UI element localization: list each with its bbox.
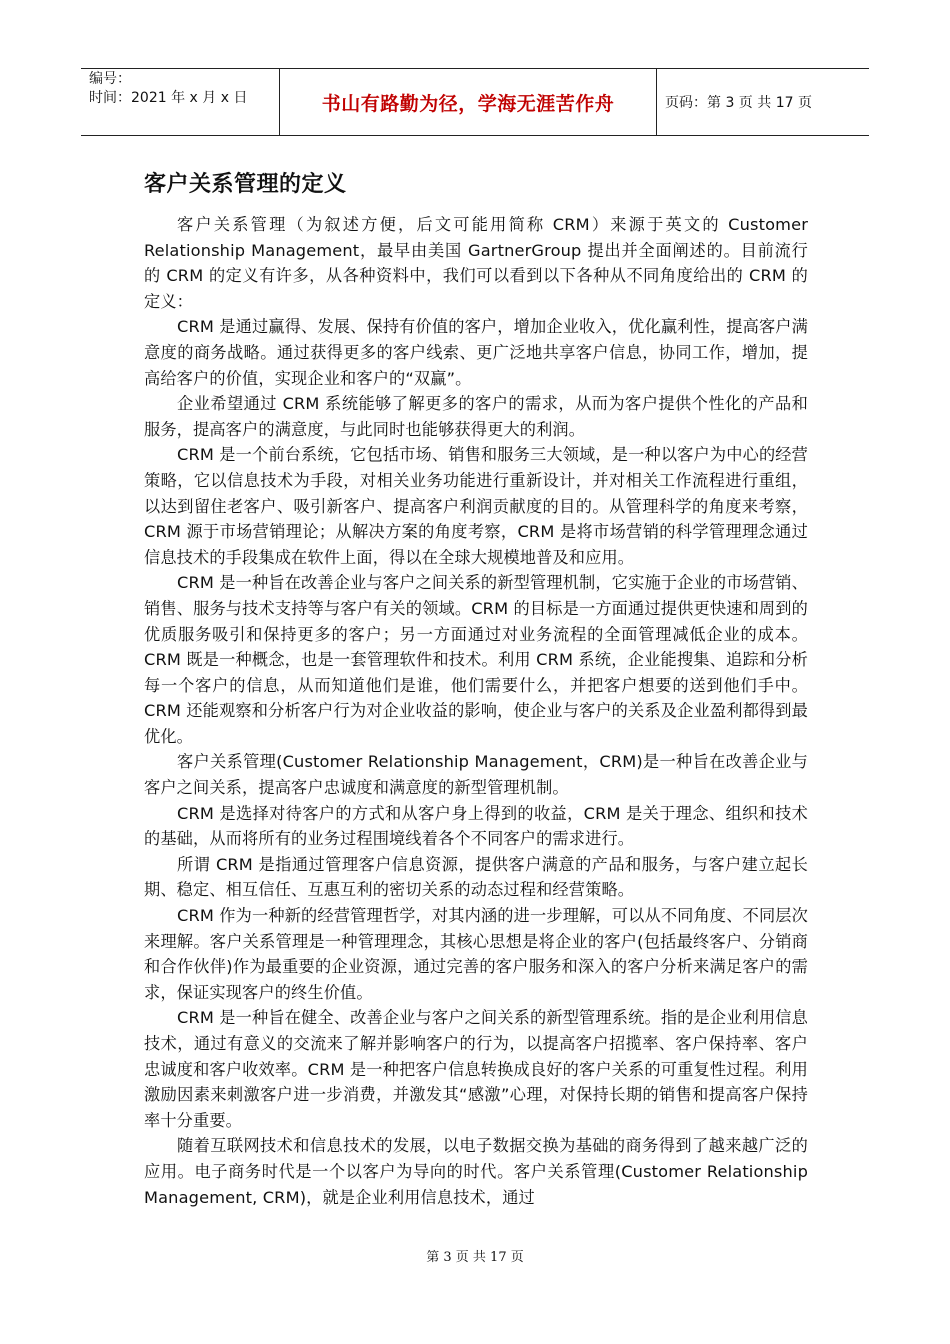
paragraph: CRM 是一个前台系统，它包括市场、销售和服务三大领域，是一种以客户为中心的经营策略，它以信息技术为手段，对相关业务功能进行重新设计，并对相关工作流程进行重组，以达到留住老客户、吸引新客户、提高客户利润贡献度的目的。从管理科学的角度来考察，CRM 源于市场营销理论；从解决方案的角度考察，CRM 是将市场营销的科学管理理念通过信息技术的手段集成在软件上面，得以在全球大规模地普及和应用。 [144,445,808,567]
document-number-label: 编号： [89,71,131,87]
header-page-number: 页码：第 3 页 共 17 页 [665,95,812,111]
paragraph: CRM 是一种旨在改善企业与客户之间关系的新型管理机制，它实施于企业的市场营销、销售、服务与技术支持等与客户有关的领域。CRM 的目标是一方面通过提供更快速和周到的优质服务吸引和保持更多的客户；另一方面通过对业务流程的全面管理减低企业的成本。CRM 既是一种概念，也是一套管理软件和技术。利用 CRM 系统，企业能搜集、追踪和分析每一个客户的信息，从而知道他们是谁，他们需要什么，并把客户想要的送到他们手中。CRM 还能观察和分析客户行为对企业收益的影响，使企业与客户的关系及企业盈利都得到最优化。 [144,573,808,746]
paragraph: 所谓 CRM 是指通过管理客户信息资源，提供客户满意的产品和服务，与客户建立起长期、稳定、相互信任、互惠互利的密切关系的动态过程和经营策略。 [144,854,808,900]
header-info-cell [81,69,280,135]
paragraph: CRM 是选择对待客户的方式和从客户身上得到的收益，CRM 是关于理念、组织和技术的基础，从而将所有的业务过程围境线着各个不同客户的需求进行。 [144,803,808,849]
paragraph: 随着互联网技术和信息技术的发展，以电子数据交换为基础的商务得到了越来越广泛的应用。电子商务时代是一个以客户为导向的时代。客户关系管理(Customer Relationship Management, CRM)，就是企业利用信息技术，通过 [144,1136,808,1207]
paragraph: 企业希望通过 CRM 系统能够了解更多的客户的需求，从而为客户提供个性化的产品和服务，提高客户的满意度，与此同时也能够获得更大的利润。 [144,394,808,439]
page-footer: 第 3 页 共 17 页 [426,1250,524,1265]
document-time-label: 时间：2021 年 x 月 x 日 [89,90,248,106]
paragraph: CRM 是一种旨在健全、改善企业与客户之间关系的新型管理系统。指的是企业利用信息技术，通过有意义的交流来了解并影响客户的行为，以提高客户招揽率、客户保持率、客户忠诚度和客户收效率。CRM 是一种把客户信息转换成良好的客户关系的可重复性过程。利用激励因素来刺激客户进一步消费，并激发其“感激”心理，对保持长期的销售和提高客户保持率十分重要。 [144,1008,808,1130]
header-motto: 书山有路勤为径，学海无涯苦作舟 [280,69,657,135]
document-header [81,68,869,136]
page-title: 客户关系管理的定义 [144,172,347,197]
paragraph: 客户关系管理(Customer Relationship Management，CRM)是一种旨在改善企业与客户之间关系，提高客户忠诚度和满意度的新型管理机制。 [144,752,808,798]
paragraph: CRM 作为一种新的经营管理哲学，对其内涵的进一步理解，可以从不同角度、不同层次来理解。客户关系管理是一种管理理念，其核心思想是将企业的客户(包括最终客户、分销商和合作伙伴)作为最重要的企业资源，通过完善的客户服务和深入的客户分析来满足客户的需求，保证实现客户的终生价值。 [144,906,808,1002]
paragraph: CRM 是通过赢得、发展、保持有价值的客户，增加企业收入，优化赢利性，提高客户满意度的商务战略。通过获得更多的客户线索、更广泛地共享客户信息，协同工作，增加，提高给客户的价值，实现企业和客户的“双赢”。 [144,317,808,388]
document-body [144,168,808,1210]
paragraph: 客户关系管理（为叙述方便，后文可能用简称 CRM）来源于英文的 Customer Relationship Management，最早由美国 GartnerGroup 提出并全面阐述的。目前流行的 CRM 的定义有许多，从各种资料中，我们可以看到以下各种从不同角度给出的 CRM 的定义： [144,215,808,311]
